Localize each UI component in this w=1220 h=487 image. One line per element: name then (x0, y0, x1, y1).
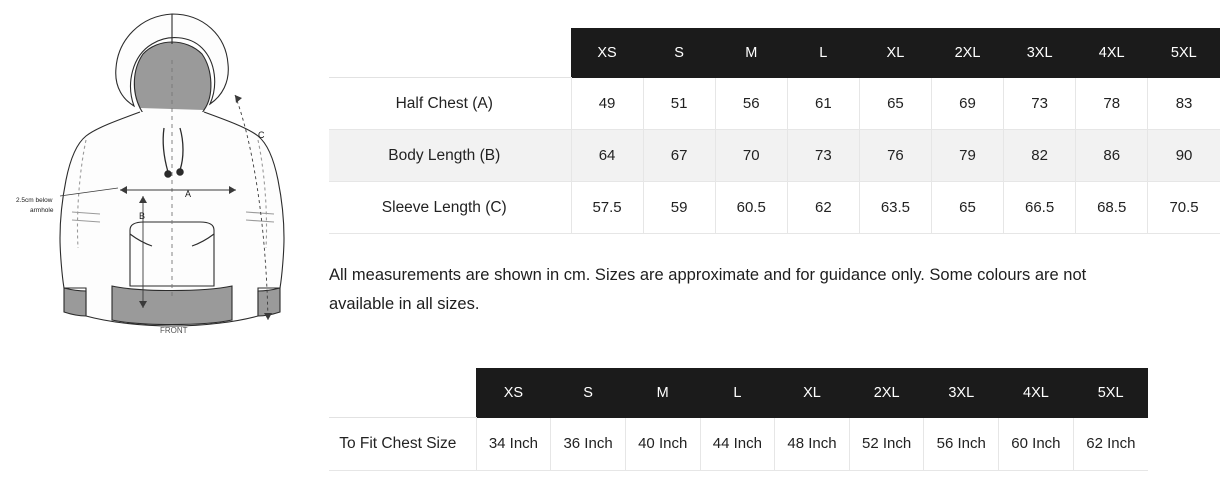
row-label-half-chest: Half Chest (A) (329, 78, 571, 130)
fit-size-header-5xl: 5XL (1073, 368, 1148, 418)
size-header-2xl: 2XL (931, 28, 1003, 78)
fit-size-header-s: S (551, 368, 626, 418)
cell-sleeve-length-3xl: 66.5 (1004, 182, 1076, 234)
table-header-row (329, 368, 1148, 418)
cell-to-fit-4xl: 60 Inch (999, 418, 1074, 471)
table-row (329, 130, 1220, 182)
fit-table-head (329, 368, 1148, 418)
cell-half-chest-4xl: 78 (1076, 78, 1148, 130)
table-header-row (329, 28, 1220, 78)
armhole-note-line1: 2.5cm below (16, 197, 53, 204)
size-header-4xl: 4XL (1076, 28, 1148, 78)
cuff-right (258, 288, 280, 316)
drawcord-tip-right (177, 169, 183, 175)
cell-to-fit-m: 40 Inch (625, 418, 700, 471)
measurements-corner-header (329, 28, 571, 78)
fit-size-header-l: L (700, 368, 775, 418)
size-header-3xl: 3XL (1004, 28, 1076, 78)
cell-half-chest-2xl: 69 (931, 78, 1003, 130)
cell-to-fit-5xl: 62 Inch (1073, 418, 1148, 471)
fit-size-header-3xl: 3XL (924, 368, 999, 418)
cell-sleeve-length-5xl: 70.5 (1148, 182, 1220, 234)
size-header-xl: XL (859, 28, 931, 78)
size-header-m: M (715, 28, 787, 78)
fit-chest-table (329, 368, 1148, 471)
cell-to-fit-xs: 34 Inch (476, 418, 551, 471)
arrow-c-top (235, 95, 242, 103)
cell-half-chest-xs: 49 (571, 78, 643, 130)
cell-to-fit-3xl: 56 Inch (924, 418, 999, 471)
size-header-l: L (787, 28, 859, 78)
waistband (112, 286, 232, 325)
drawcord-tip-left (165, 171, 171, 177)
cell-half-chest-m: 56 (715, 78, 787, 130)
cell-half-chest-5xl: 83 (1148, 78, 1220, 130)
size-header-s: S (643, 28, 715, 78)
cell-to-fit-2xl: 52 Inch (849, 418, 924, 471)
fit-table-body (329, 418, 1148, 471)
cell-sleeve-length-l: 62 (787, 182, 859, 234)
hoodie-drawing-group (16, 14, 284, 335)
cell-half-chest-3xl: 73 (1004, 78, 1076, 130)
table-row (329, 418, 1148, 471)
row-label-body-length: Body Length (B) (329, 130, 571, 182)
cell-body-length-xl: 76 (859, 130, 931, 182)
cell-to-fit-l: 44 Inch (700, 418, 775, 471)
cell-body-length-3xl: 82 (1004, 130, 1076, 182)
arrow-c-bottom (264, 313, 272, 320)
cell-body-length-l: 73 (787, 130, 859, 182)
row-label-sleeve-length: Sleeve Length (C) (329, 182, 571, 234)
measurements-note: All measurements are shown in cm. Sizes are approximate and for guidance only. Some colours are not available in all sizes. (329, 266, 1087, 313)
cell-sleeve-length-4xl: 68.5 (1076, 182, 1148, 234)
fit-size-header-4xl: 4XL (999, 368, 1074, 418)
cell-body-length-2xl: 79 (931, 130, 1003, 182)
cell-sleeve-length-xs: 57.5 (571, 182, 643, 234)
hoodie-illustration (0, 0, 330, 350)
cell-to-fit-xl: 48 Inch (775, 418, 850, 471)
label-a: A (185, 189, 192, 199)
cell-sleeve-length-2xl: 65 (931, 182, 1003, 234)
cell-body-length-xs: 64 (571, 130, 643, 182)
cell-body-length-4xl: 86 (1076, 130, 1148, 182)
cell-half-chest-xl: 65 (859, 78, 931, 130)
label-c: C (258, 130, 265, 140)
fit-size-header-xl: XL (775, 368, 850, 418)
cell-to-fit-s: 36 Inch (551, 418, 626, 471)
fit-size-header-2xl: 2XL (849, 368, 924, 418)
fit-corner-header (329, 368, 476, 418)
size-guide-content (329, 0, 1199, 487)
cell-sleeve-length-s: 59 (643, 182, 715, 234)
measurements-table (329, 28, 1220, 234)
fit-size-header-xs: XS (476, 368, 551, 418)
label-b: B (139, 211, 146, 221)
cell-body-length-s: 67 (643, 130, 715, 182)
measurements-table-body (329, 78, 1220, 234)
cell-half-chest-s: 51 (643, 78, 715, 130)
cell-body-length-m: 70 (715, 130, 787, 182)
fit-table-wrapper (329, 368, 1166, 471)
fit-size-header-m: M (625, 368, 700, 418)
view-label-front: FRONT (160, 326, 188, 335)
armhole-note-line2: armhole (30, 207, 54, 214)
measurements-table-head (329, 28, 1220, 78)
size-header-5xl: 5XL (1148, 28, 1220, 78)
cell-body-length-5xl: 90 (1148, 130, 1220, 182)
cell-sleeve-length-m: 60.5 (715, 182, 787, 234)
table-row (329, 182, 1220, 234)
table-row (329, 78, 1220, 130)
cell-sleeve-length-xl: 63.5 (859, 182, 931, 234)
row-label-to-fit-chest-size: To Fit Chest Size (329, 418, 476, 471)
cell-half-chest-l: 61 (787, 78, 859, 130)
cuff-left (64, 288, 86, 316)
size-header-xs: XS (571, 28, 643, 78)
